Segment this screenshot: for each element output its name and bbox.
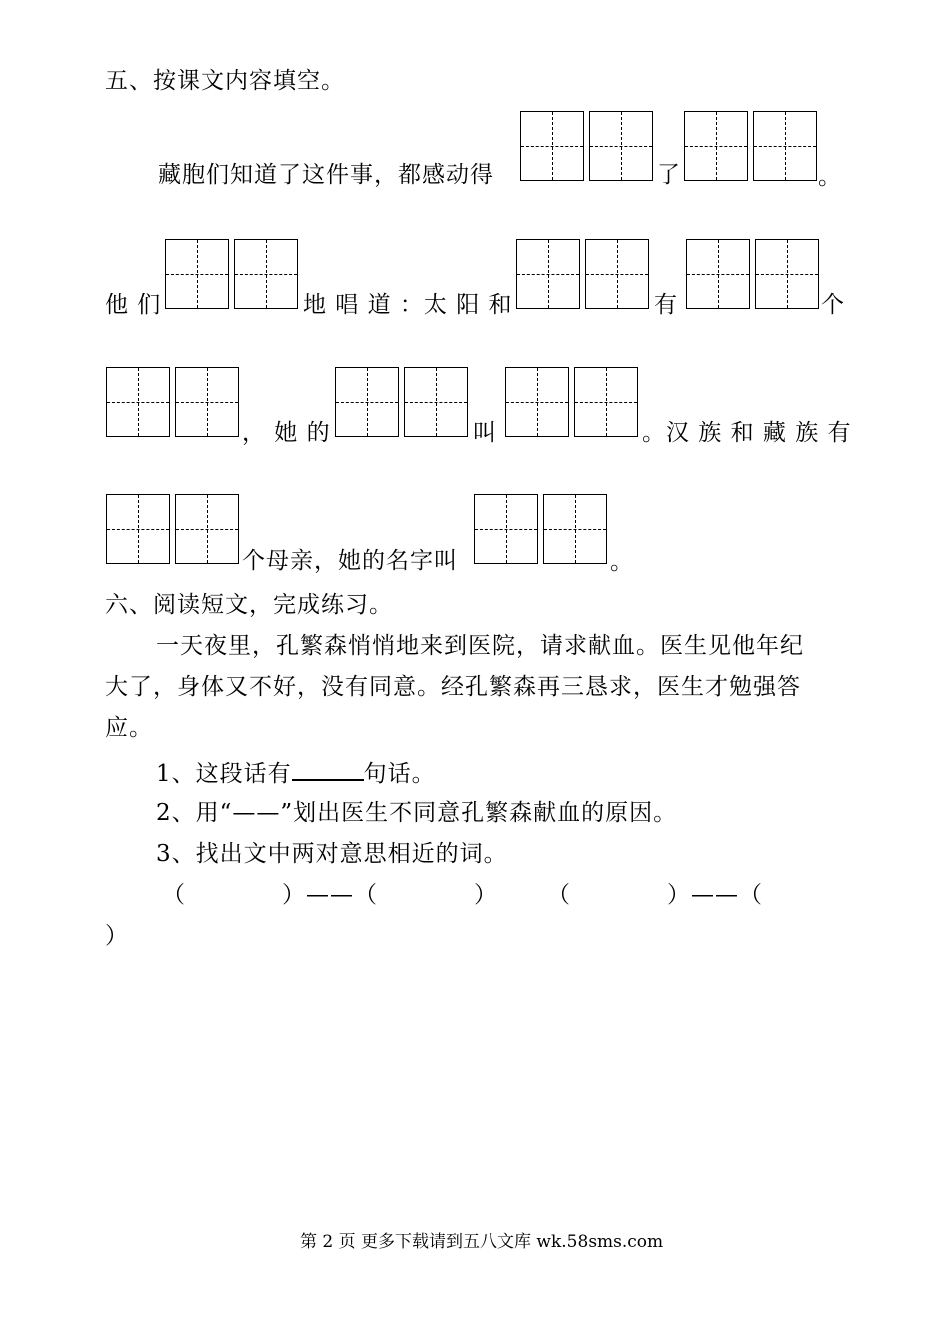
question-1-text-b: 句话。 <box>363 761 436 787</box>
word-pairs-line[interactable]: （ ）——（ ） （ ）——（ <box>162 882 763 908</box>
fill-text-2a: 他 们 <box>105 292 162 318</box>
grid-cell[interactable] <box>585 239 649 309</box>
grid-cell[interactable] <box>589 111 653 181</box>
grid-cell[interactable] <box>335 367 399 437</box>
grid-cell[interactable] <box>516 239 580 309</box>
answer-grid-8[interactable] <box>505 367 638 437</box>
grid-cell[interactable] <box>755 239 819 309</box>
fill-text-2b: 地 唱 道 ：太 阳 和 <box>303 292 513 318</box>
fill-text-4b: 。 <box>610 549 634 575</box>
fill-text-1b: 了 <box>657 162 681 188</box>
passage-line-3: 应。 <box>105 715 153 741</box>
answer-grid-1[interactable] <box>520 111 653 181</box>
answer-grid-10[interactable] <box>474 494 607 564</box>
grid-cell[interactable] <box>165 239 229 309</box>
grid-cell[interactable] <box>106 494 170 564</box>
answer-grid-4[interactable] <box>516 239 649 309</box>
answer-grid-7[interactable] <box>335 367 468 437</box>
section6-heading: 六、阅读短文，完成练习。 <box>105 592 393 618</box>
grid-cell[interactable] <box>543 494 607 564</box>
grid-cell[interactable] <box>520 111 584 181</box>
question-2: 2、用“——”划出医生不同意孔繁森献血的原因。 <box>156 800 678 826</box>
grid-cell[interactable] <box>234 239 298 309</box>
grid-cell[interactable] <box>106 367 170 437</box>
grid-cell[interactable] <box>753 111 817 181</box>
grid-cell[interactable] <box>574 367 638 437</box>
fill-text-2c: 有 <box>654 292 678 318</box>
answer-grid-9[interactable] <box>106 494 239 564</box>
fill-text-2d: 个 <box>821 292 845 318</box>
answer-grid-6[interactable] <box>106 367 239 437</box>
answer-grid-2[interactable] <box>684 111 817 181</box>
passage-line-2: 大了，身体又不好，没有同意。经孔繁森再三恳求，医生才勉强答 <box>105 674 801 700</box>
grid-cell[interactable] <box>175 367 239 437</box>
fill-text-4a: 个母亲，她的名字叫 <box>242 548 458 574</box>
question-3: 3、找出文中两对意思相近的词。 <box>156 841 508 867</box>
fill-text-3a: ， 她 的 <box>242 420 331 446</box>
grid-cell[interactable] <box>474 494 538 564</box>
grid-cell[interactable] <box>175 494 239 564</box>
question-1-blank[interactable] <box>292 757 364 781</box>
section5-heading: 五、按课文内容填空。 <box>105 68 345 94</box>
grid-cell[interactable] <box>505 367 569 437</box>
answer-grid-5[interactable] <box>686 239 819 309</box>
grid-cell[interactable] <box>404 367 468 437</box>
page-footer: 第 2 页 更多下载请到五八文库 wk.58sms.com <box>300 1232 664 1252</box>
fill-text-3b: 叫 <box>473 420 497 446</box>
word-pairs-tail: ） <box>105 923 129 949</box>
grid-cell[interactable] <box>684 111 748 181</box>
question-1 <box>156 757 436 789</box>
fill-text-3c: 。汉 族 和 藏 族 有 <box>642 420 852 446</box>
answer-grid-3[interactable] <box>165 239 298 309</box>
fill-text-1a: 藏胞们知道了这件事，都感动得 <box>158 162 494 188</box>
grid-cell[interactable] <box>686 239 750 309</box>
passage-line-1: 一天夜里，孔繁森悄悄地来到医院，请求献血。医生见他年纪 <box>156 633 804 659</box>
fill-text-1c: 。 <box>818 164 842 190</box>
question-1-text-a: 1、这段话有 <box>156 761 292 787</box>
